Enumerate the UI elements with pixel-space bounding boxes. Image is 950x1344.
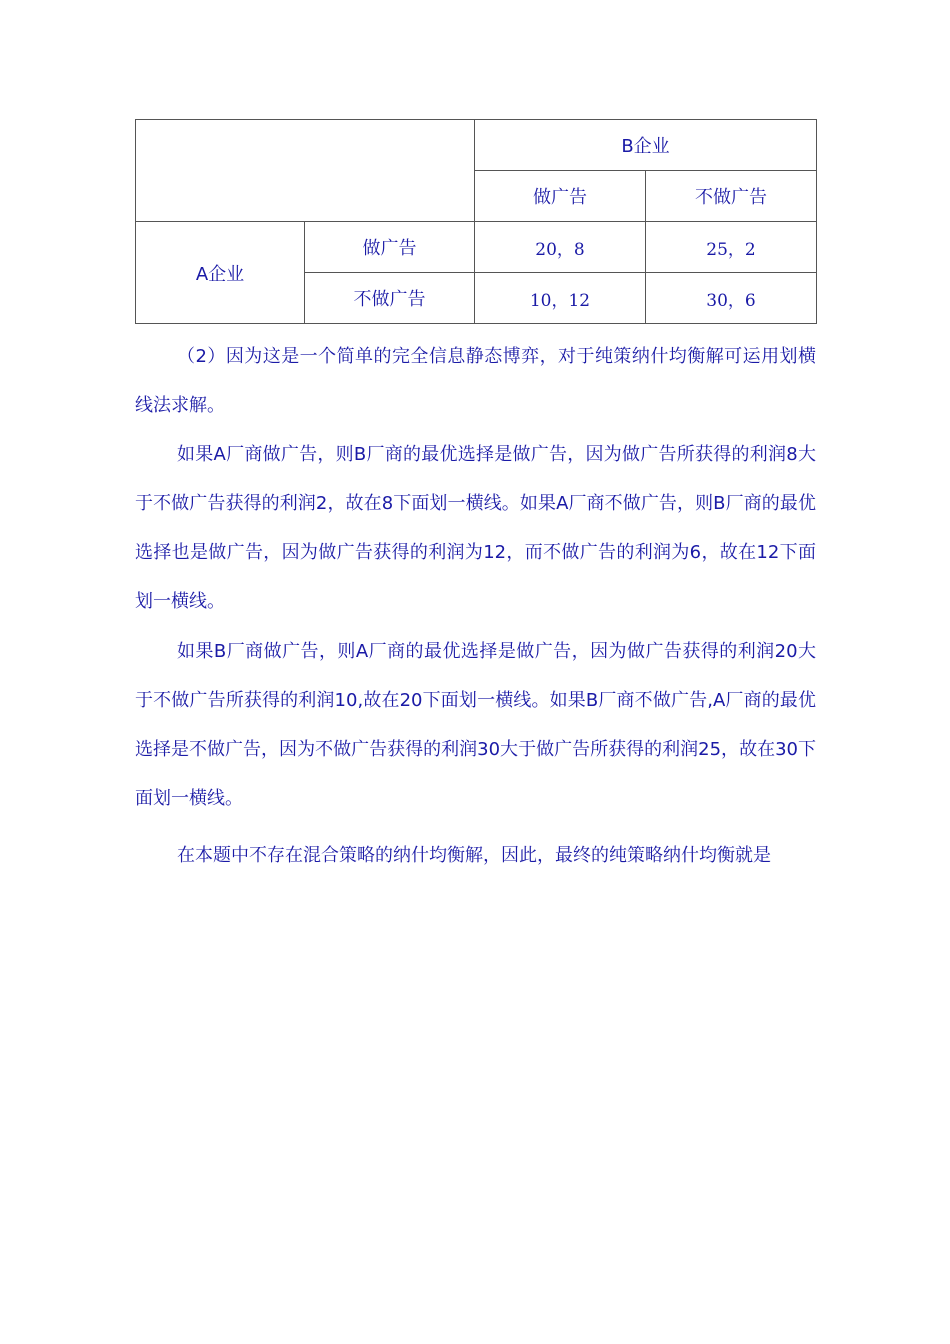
row-header-advertise: 做广告 xyxy=(305,222,475,273)
payoff-cell: 10，12 xyxy=(475,273,646,324)
table-header-row xyxy=(136,120,817,171)
payoff-cell: 20，8 xyxy=(475,222,646,273)
col-header-advertise: 做广告 xyxy=(475,171,646,222)
firm-a-header: A企业 xyxy=(136,222,305,324)
paragraph-firm-b-analysis: 如果A厂商做广告，则B厂商的最优选择是做广告，因为做广告所获得的利润8大于不做广告获得的利润2，故在8下面划一横线。如果A厂商不做广告，则B厂商的最优选择也是做广告，因为做广告获得的利润为12，而不做广告的利润为6，故在12下面划一横线。 xyxy=(135,444,816,612)
firm-b-header: B企业 xyxy=(475,120,817,171)
paragraph-firm-a-analysis: 如果B厂商做广告，则A厂商的最优选择是做广告，因为做广告获得的利润20大于不做广告所获得的利润10,故在20下面划一横线。如果B厂商不做广告,A厂商的最优选择是不做广告，因为不做广告获得的利润30大于做广告所获得的利润25，故在30下面划一横线。 xyxy=(135,641,816,809)
row-header-no-advertise: 不做广告 xyxy=(305,273,475,324)
payoff-matrix-table xyxy=(135,119,817,324)
col-header-no-advertise: 不做广告 xyxy=(646,171,817,222)
payoff-cell: 25，2 xyxy=(646,222,817,273)
payoff-cell: 30，6 xyxy=(646,273,817,324)
table-row xyxy=(136,222,817,273)
paragraph-conclusion: 在本题中不存在混合策略的纳什均衡解，因此，最终的纯策略纳什均衡就是 xyxy=(177,845,771,866)
paragraph-method: （2）因为这是一个简单的完全信息静态博弈，对于纯策纳什均衡解可运用划横线法求解。 xyxy=(135,346,816,416)
empty-corner-cell xyxy=(136,120,475,222)
